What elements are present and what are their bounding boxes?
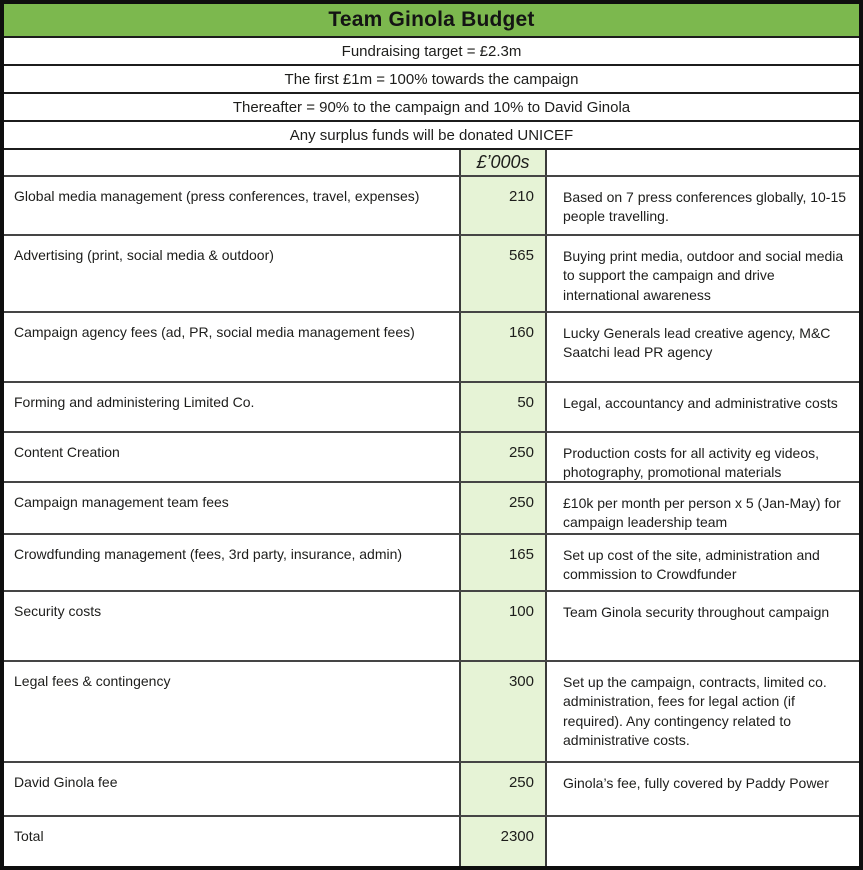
item-label: Advertising (print, social media & outdoor) bbox=[14, 247, 274, 263]
item-value: 250 bbox=[459, 763, 547, 815]
item-label: Forming and administering Limited Co. bbox=[14, 394, 255, 410]
table-row bbox=[4, 533, 859, 590]
table-row bbox=[4, 431, 859, 481]
item-value: 250 bbox=[459, 433, 547, 481]
item-value: 300 bbox=[459, 662, 547, 761]
table-row bbox=[4, 481, 859, 533]
total-label: Total bbox=[14, 828, 44, 844]
units-header-label: £’000s bbox=[459, 150, 547, 175]
item-label: Security costs bbox=[14, 603, 102, 619]
info-row-first-million: The first £1m = 100% towards the campaign bbox=[4, 64, 859, 92]
table-row bbox=[4, 175, 859, 234]
item-label: Global media management (press conferences, travel, expenses) bbox=[14, 188, 420, 204]
table-row bbox=[4, 234, 859, 311]
item-note: Production costs for all activity eg videos, photography, promotional materials bbox=[563, 445, 820, 481]
info-row-thereafter-split: Thereafter = 90% to the campaign and 10% to David Ginola bbox=[4, 92, 859, 120]
item-value: 210 bbox=[459, 177, 547, 234]
table-row bbox=[4, 761, 859, 815]
item-note: £10k per month per person x 5 (Jan-May) for campaign leadership team bbox=[563, 495, 841, 531]
table-row bbox=[4, 311, 859, 381]
item-note: Ginola’s fee, fully covered by Paddy Power bbox=[563, 775, 829, 791]
item-note: Lucky Generals lead creative agency, M&C Saatchi lead PR agency bbox=[563, 325, 831, 361]
item-note: Team Ginola security throughout campaign bbox=[563, 604, 830, 620]
item-value: 165 bbox=[459, 535, 547, 590]
info-row-surplus: Any surplus funds will be donated UNICEF bbox=[4, 120, 859, 148]
item-value: 565 bbox=[459, 236, 547, 311]
item-label: David Ginola fee bbox=[14, 774, 118, 790]
item-note: Based on 7 press conferences globally, 10-15 people travelling. bbox=[563, 189, 847, 225]
item-label: Crowdfunding management (fees, 3rd party, insurance, admin) bbox=[14, 546, 403, 562]
table-row bbox=[4, 590, 859, 660]
item-value: 50 bbox=[459, 383, 547, 431]
item-label: Content Creation bbox=[14, 444, 120, 460]
units-header-row bbox=[4, 148, 859, 175]
item-value: 160 bbox=[459, 313, 547, 381]
item-value: 250 bbox=[459, 483, 547, 533]
item-note: Set up the campaign, contracts, limited co. administration, fees for legal action (if required). Any contingency related to administrative costs. bbox=[563, 674, 827, 748]
table-title: Team Ginola Budget bbox=[4, 4, 859, 36]
item-label: Legal fees & contingency bbox=[14, 673, 171, 689]
info-row-fundraising-target: Fundraising target = £2.3m bbox=[4, 36, 859, 64]
item-value: 100 bbox=[459, 592, 547, 660]
table-row bbox=[4, 660, 859, 761]
item-note: Legal, accountancy and administrative costs bbox=[563, 395, 838, 411]
table-row bbox=[4, 381, 859, 431]
item-note: Set up cost of the site, administration and commission to Crowdfunder bbox=[563, 547, 820, 583]
table-row-total bbox=[4, 815, 859, 866]
units-header-spacer-right bbox=[547, 150, 859, 175]
item-label: Campaign agency fees (ad, PR, social media management fees) bbox=[14, 324, 415, 340]
item-label: Campaign management team fees bbox=[14, 494, 229, 510]
total-value: 2300 bbox=[459, 817, 547, 866]
units-header-spacer-left bbox=[4, 150, 459, 175]
item-note: Buying print media, outdoor and social media to support the campaign and drive international awareness bbox=[563, 248, 844, 303]
total-note bbox=[547, 817, 859, 866]
